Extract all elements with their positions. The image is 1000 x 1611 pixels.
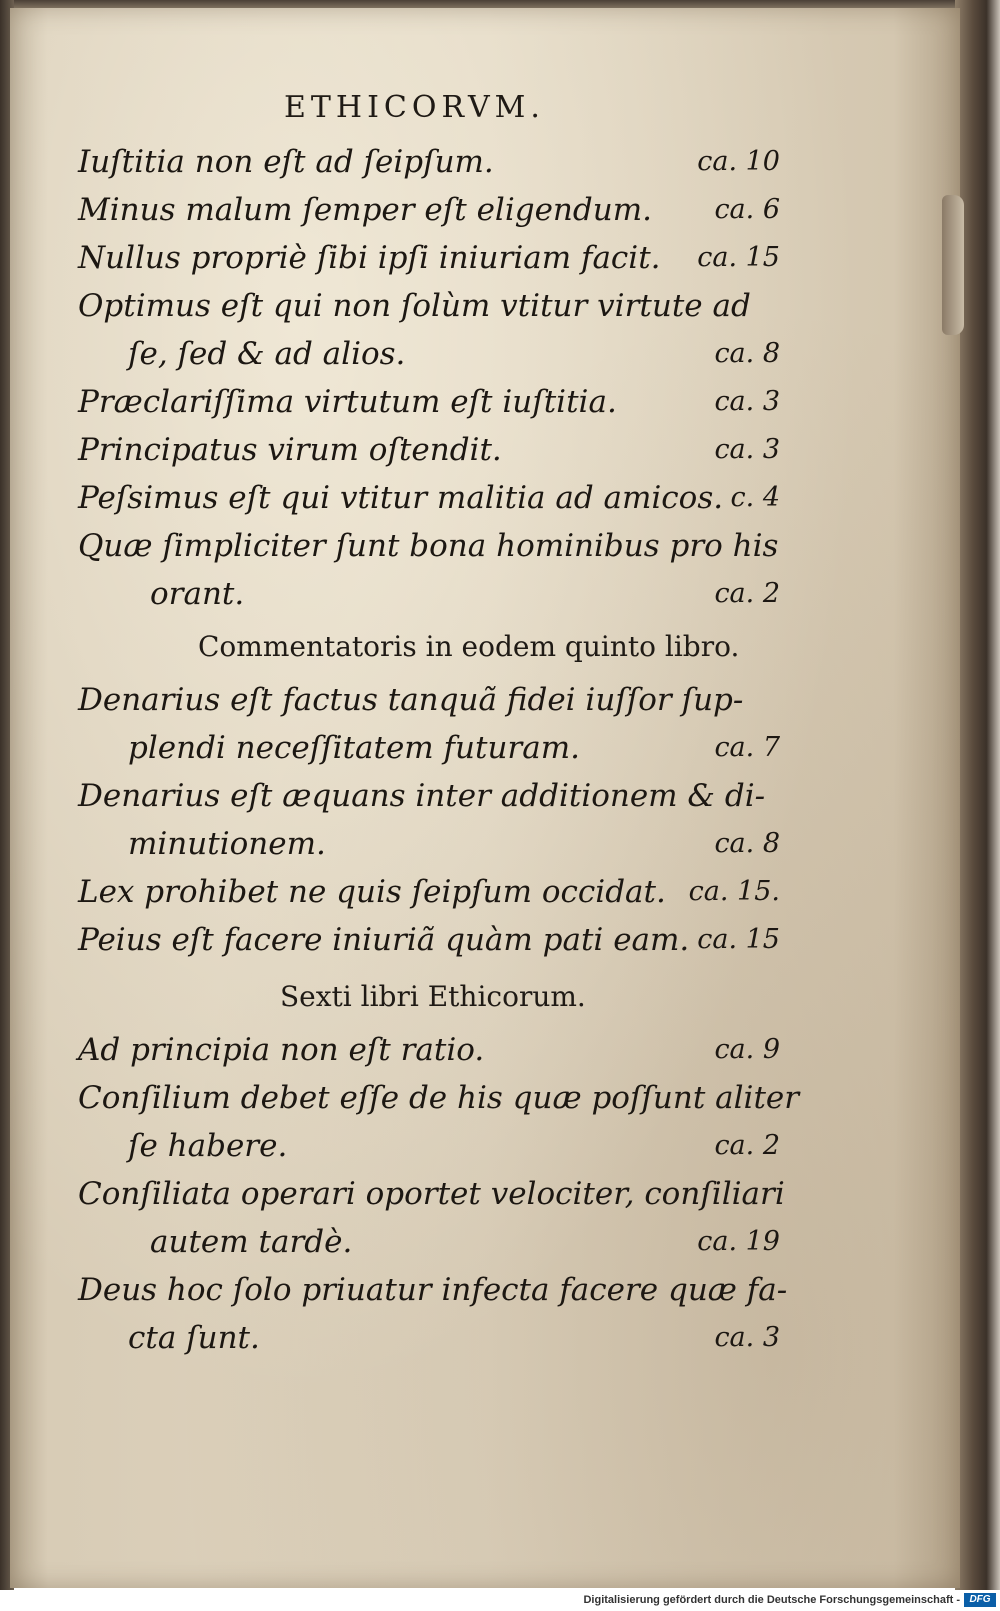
footer-credit: Digitalisierung gefördert durch die Deutsche Forschungsgemeinschaft - [583,1594,960,1606]
chapter-ref: ca. 9 [714,1034,780,1065]
index-entry [10,186,960,234]
index-entry [10,1026,960,1074]
chapter-ref: ca. 6 [714,194,780,225]
index-entry [10,138,960,186]
entry-text: Conſilium debet eſſe de his quæ poſſunt aliter [78,1080,800,1116]
index-entry [10,868,960,916]
chapter-ref: ca. 8 [714,338,780,369]
entry-text: minutionem. [128,826,326,862]
chapter-ref: ca. 15. [688,876,780,907]
index-entry-continuation [10,1122,960,1170]
entry-text: plendi neceſſitatem futuram. [128,730,580,766]
index-body [10,138,960,1362]
section-heading-sexti [10,964,960,1026]
index-entry [10,1074,960,1122]
index-entry [10,378,960,426]
index-entry [10,916,960,964]
chapter-ref: ca. 19 [697,1226,780,1257]
entry-text: Peius eſt facere iniuriã quàm pati eam. [78,922,690,958]
entry-text: Peſsimus eſt qui vtitur malitia ad amicos. [78,480,724,516]
index-entry-continuation [10,330,960,378]
chapter-ref: c. 4 [730,482,780,513]
entry-text: orant. [150,576,245,612]
digitization-footer [0,1590,1000,1611]
page-tab [942,195,964,335]
index-entry-continuation [10,724,960,772]
entry-text: ſe habere. [128,1128,288,1164]
entry-text: Deus hoc ſolo priuatur infecta facere quæ fa- [78,1272,788,1308]
chapter-ref: ca. 3 [714,1322,780,1353]
index-entry [10,1266,960,1314]
entry-text: Conſiliata operari oportet velociter, conſiliari [78,1176,785,1212]
index-entry-continuation [10,1314,960,1362]
entry-text: Iuſtitia non eſt ad ſeipſum. [78,144,494,180]
entry-text: Lex prohibet ne quis ſeipſum occidat. [78,874,666,910]
chapter-ref: ca. 15 [697,924,780,955]
entry-text: Ad principia non eſt ratio. [78,1032,485,1068]
entry-text: autem tardè. [150,1224,353,1260]
chapter-ref: ca. 2 [714,1130,780,1161]
section-heading-text: Commentatoris in eodem quinto libro. [198,630,740,663]
index-entry-continuation [10,1218,960,1266]
index-entry [10,282,960,330]
dfg-logo: DFG [964,1593,996,1607]
index-entry-continuation [10,570,960,618]
chapter-ref: ca. 3 [714,386,780,417]
index-entry [10,772,960,820]
chapter-ref: ca. 7 [714,732,780,763]
chapter-ref: ca. 3 [714,434,780,465]
entry-text: cta ſunt. [128,1320,260,1356]
index-entry [10,522,960,570]
section-heading-text: Sexti libri Ethicorum. [280,980,586,1013]
index-entry-continuation [10,820,960,868]
running-title [10,90,960,125]
book-page [10,8,960,1588]
index-entry [10,234,960,282]
entry-text: Nullus propriè ſibi ipſi iniuriam facit. [78,240,661,276]
index-entry [10,426,960,474]
chapter-ref: ca. 8 [714,828,780,859]
entry-text: Denarius eſt æquans inter additionem & di- [78,778,766,814]
entry-text: Optimus eſt qui non ſolùm vtitur virtute ad [78,288,751,324]
running-title-text: ETHICORVM. [284,90,545,125]
chapter-ref: ca. 15 [697,242,780,273]
index-entry [10,474,960,522]
entry-text: Minus malum ſemper eſt eligendum. [78,192,652,228]
index-entry [10,676,960,724]
chapter-ref: ca. 2 [714,578,780,609]
index-entry [10,1170,960,1218]
entry-text: Quæ ſimpliciter ſunt bona hominibus pro his [78,528,779,564]
entry-text: ſe, ſed & ad alios. [128,336,406,372]
entry-text: Denarius eſt factus tanquã fidei iuſſor ſup- [78,682,744,718]
entry-text: Principatus virum oſtendit. [78,432,502,468]
chapter-ref: ca. 10 [697,146,780,177]
section-heading-commentator [10,618,960,676]
entry-text: Præclariſſima virtutum eſt iuſtitia. [78,384,617,420]
